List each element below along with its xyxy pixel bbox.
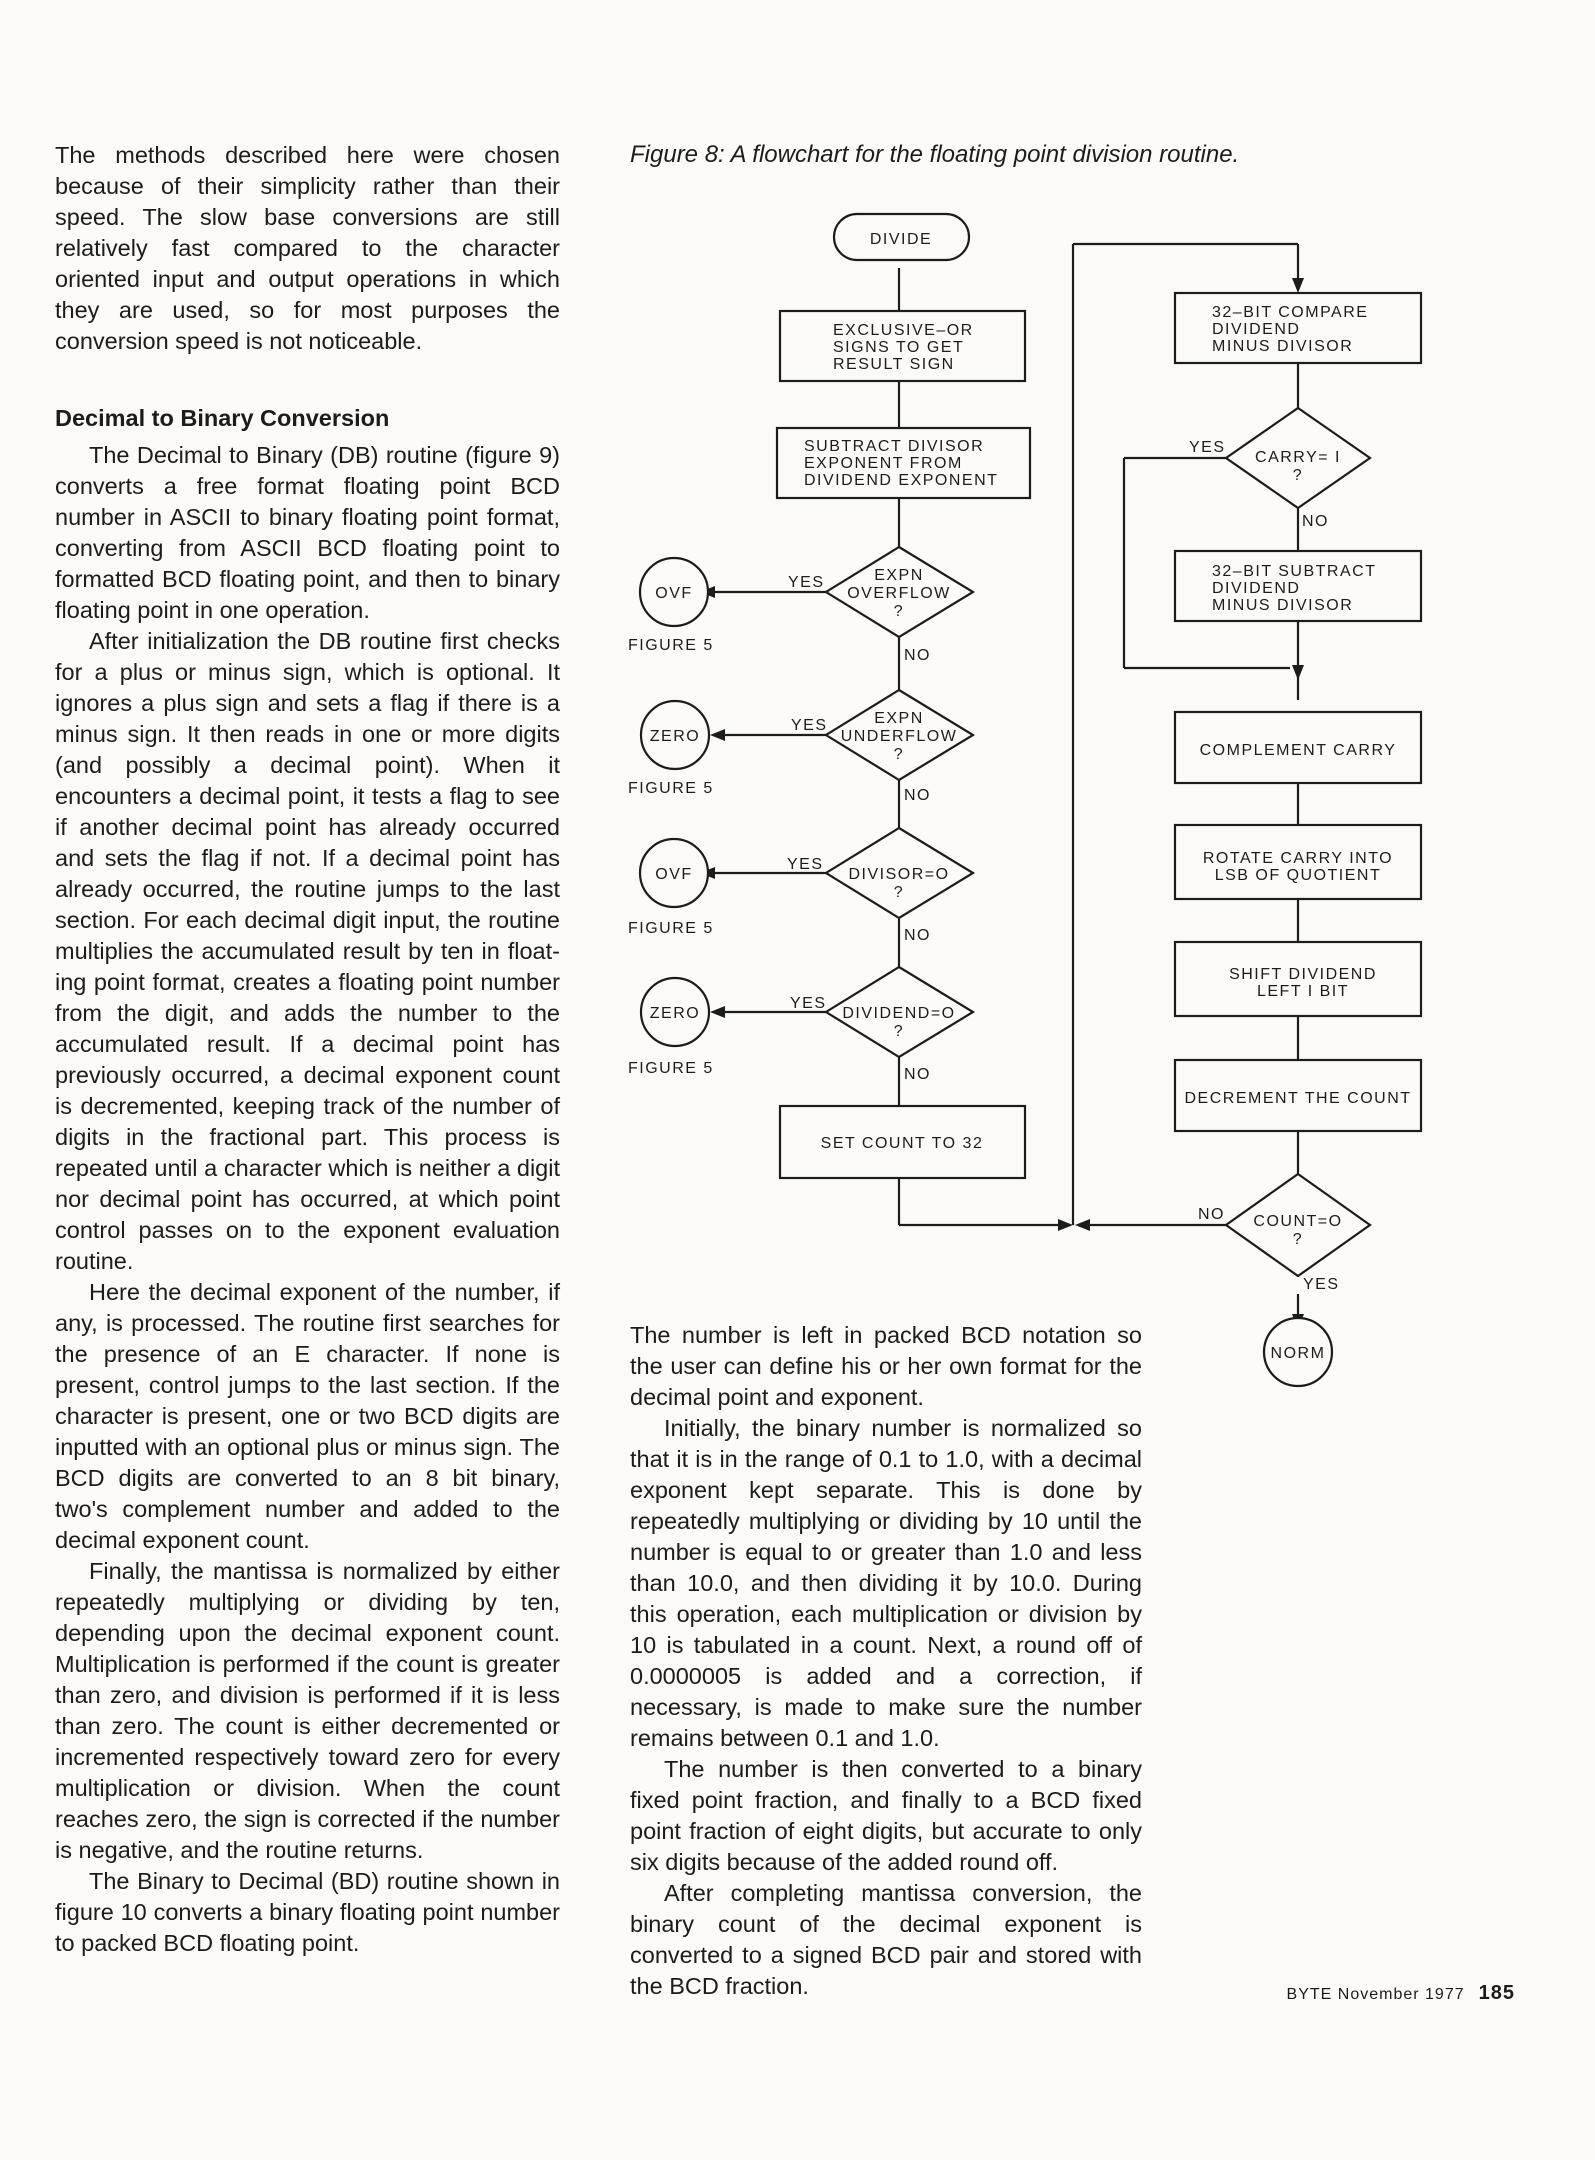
svg-text:NO: NO [1302,513,1329,530]
left-column [55,140,560,1959]
svg-text:DIVIDEND: DIVIDEND [1212,321,1301,338]
svg-text:?: ? [893,884,905,901]
svg-text:OVERFLOW: OVERFLOW [847,585,951,602]
divide-label: DIVIDE [869,231,933,248]
svg-text:YES: YES [790,995,827,1012]
svg-text:LSB OF QUOTIENT: LSB OF QUOTIENT [1214,867,1382,884]
svg-text:CARRY= I: CARRY= I [1255,449,1341,466]
svg-text:?: ? [893,1023,905,1040]
paragraph: The Decimal to Binary (DB) routine (figure 9) converts a free format floating point BCD number in ASCII to binary floating point format, converting from ASCII BCD floating point to formatted BCD floating point, and then to binary floating point in one operation. [55,442,560,623]
svg-text:FIGURE 5: FIGURE 5 [628,780,714,797]
svg-text:DIVIDEND EXPONENT: DIVIDEND EXPONENT [804,472,999,489]
svg-text:UNDERFLOW: UNDERFLOW [840,728,958,745]
svg-text:LEFT I BIT: LEFT I BIT [1256,983,1350,1000]
terminal-norm [1264,1318,1332,1386]
box-complement-carry [1175,712,1421,783]
box-32bit-subtract [1175,551,1421,621]
svg-text:SET COUNT TO 32: SET COUNT TO 32 [820,1135,984,1152]
paragraph: After completing mantissa conversion, the binary count of the decimal exponent is converted to a signed BCD pair and stored with the BCD fraction. [630,1880,1142,1999]
svg-text:NO: NO [904,927,931,944]
svg-text:COUNT=O: COUNT=O [1253,1213,1343,1230]
svg-text:NO: NO [1198,1206,1225,1223]
svg-text:ZERO: ZERO [649,1005,701,1022]
decision-expn-overflow [788,547,973,664]
svg-text:OVF: OVF [655,866,693,883]
decision-expn-underflow [791,690,973,804]
box-32bit-compare [1175,293,1421,363]
svg-text:RESULT SIGN: RESULT SIGN [833,356,955,373]
box-rotate-carry [1175,825,1421,899]
right-column [630,1320,1142,2002]
svg-text:NO: NO [904,787,931,804]
terminal-ovf-2 [628,839,714,937]
svg-text:YES: YES [788,574,825,591]
magazine-issue: BYTE November 1977 [1286,1986,1465,2003]
svg-text:DIVIDEND=O: DIVIDEND=O [842,1005,956,1022]
svg-text:NO: NO [904,647,931,664]
svg-text:DIVIDEND: DIVIDEND [1212,580,1301,597]
svg-text:FIGURE 5: FIGURE 5 [628,1060,714,1077]
box-exclusive-or-signs [780,311,1025,381]
svg-text:NORM: NORM [1270,1345,1326,1362]
box-shift-dividend [1175,942,1421,1016]
decision-carry [1189,408,1370,530]
box-subtract-divisor-exponent [777,428,1030,498]
decision-dividend-zero [790,967,973,1083]
svg-text:YES: YES [787,856,824,873]
start-terminal-divide [834,214,969,260]
decision-divisor-zero [787,828,973,944]
paragraph: The Binary to Decimal (BD) routine shown in figure 10 converts a binary floating point number to packed BCD floating point. [55,1868,560,1956]
svg-text:?: ? [1292,1231,1304,1248]
svg-text:MINUS DIVISOR: MINUS DIVISOR [1212,597,1354,614]
svg-text:EXPONENT FROM: EXPONENT FROM [804,455,963,472]
svg-text:YES: YES [791,717,828,734]
terminal-ovf-1 [628,558,714,654]
svg-text:COMPLEMENT CARRY: COMPLEMENT CARRY [1199,742,1397,759]
box-set-count [780,1106,1025,1178]
svg-text:FIGURE 5: FIGURE 5 [628,637,714,654]
svg-text:SIGNS TO GET: SIGNS TO GET [833,339,965,356]
paragraph: The number is then converted to a binary fixed point fraction, and finally to a BCD fixed point fraction of eight digits, but accurate to only six digits because of the added round off. [630,1756,1142,1875]
decision-count-zero [1198,1174,1370,1293]
svg-text:ROTATE CARRY INTO: ROTATE CARRY INTO [1202,850,1394,867]
svg-text:MINUS DIVISOR: MINUS DIVISOR [1212,338,1354,355]
svg-text:?: ? [893,603,905,620]
paragraph: The methods described here were chosen because of their simplicity rather than their speed. The slow base conversions are still relatively fast compared to the character oriented input and output operations in which they are used, so for most purposes the conversion speed is not noticeable. [55,142,560,354]
svg-text:EXPN: EXPN [874,567,924,584]
svg-text:YES: YES [1303,1276,1340,1293]
paragraph: After initialization the DB routine first checks for a plus or minus sign, which is optional. It ignores a plus sign and sets a flag if there is a minus sign. It then reads in one or more digits (and possibly a decimal point). When it encounters a decimal point, it tests a flag to see if another decimal point has already occurred and sets the flag if not. If a decimal point has already occurred, the routine jumps to the last section. For each decimal digit input, the routine multiplies the accumulated result by ten in floating point format, creates a floating point number from the digit, and adds the number to the accumulated result. If a decimal point has previously occurred, a decimal exponent count is decremented, keeping track of the number of digits in the fractional part. This process is repeated until a character which is neither a digit nor decimal point has occurred, at which point control passes on to the exponent evaluation routine. [55,628,560,1274]
svg-text:EXPN: EXPN [874,710,924,727]
svg-text:NO: NO [904,1066,931,1083]
terminal-zero-2 [628,978,714,1077]
svg-text:SHIFT DIVIDEND: SHIFT DIVIDEND [1229,966,1377,983]
paragraph: The number is left in packed BCD notation so the user can define his or her own format for the decimal point and exponent. [630,1322,1142,1410]
section-heading: Decimal to Binary Conversion [55,405,390,431]
paragraph: Initially, the binary number is normalized so that it is in the range of 0.1 to 1.0, with a decimal exponent kept separate. This is done by repeatedly multiplying or dividing by 10 until the number is equal to or greater than 1.0 and less than 10.0, and then dividing it by 10.0. During this operation, each multiplication or division by 10 is tabulated in a count. Next, a round off of 0.0000005 is added and a correction, if necessary, is made to make sure the number remains between 0.1 and 1.0. [630,1415,1142,1751]
page-footer [1287,1982,1515,2005]
svg-text:32–BIT COMPARE: 32–BIT COMPARE [1212,304,1369,321]
svg-text:EXCLUSIVE–OR: EXCLUSIVE–OR [833,322,974,339]
svg-text:?: ? [893,746,905,763]
page-number: 185 [1478,1982,1515,2004]
paragraph: Finally, the mantissa is normalized by either repeatedly multiplying or dividing by ten, depending upon the decimal exponent count. Multiplication is performed if the count is greater than zero, and division is performed if it is less than zero. The count is either decremented or incremented respectively toward zero for every multiplication or division. When the count reaches zero, the sign is corrected if the number is negative, and the routine returns. [55,1558,560,1863]
svg-text:?: ? [1292,467,1304,484]
terminal-zero-1 [628,701,714,797]
svg-text:ZERO: ZERO [649,728,701,745]
paragraph: Here the decimal exponent of the number, if any, is processed. The routine first searches for the presence of an E character. If none is present, control jumps to the last section. If the character is present, one or two BCD digits are inputted with an optional plus or minus sign. The BCD digits are converted to an 8 bit binary, two's complement number and added to the decimal exponent count. [55,1279,560,1553]
svg-text:SUBTRACT DIVISOR: SUBTRACT DIVISOR [804,438,985,455]
svg-text:OVF: OVF [655,585,693,602]
svg-text:DECREMENT THE COUNT: DECREMENT THE COUNT [1184,1090,1412,1107]
figure-caption: Figure 8: A flowchart for the floating point division routine. [630,141,1240,168]
svg-text:DIVISOR=O: DIVISOR=O [848,866,950,883]
svg-text:32–BIT SUBTRACT: 32–BIT SUBTRACT [1212,563,1377,580]
svg-text:FIGURE 5: FIGURE 5 [628,920,714,937]
box-decrement-count [1175,1060,1421,1131]
svg-text:YES: YES [1189,439,1226,456]
